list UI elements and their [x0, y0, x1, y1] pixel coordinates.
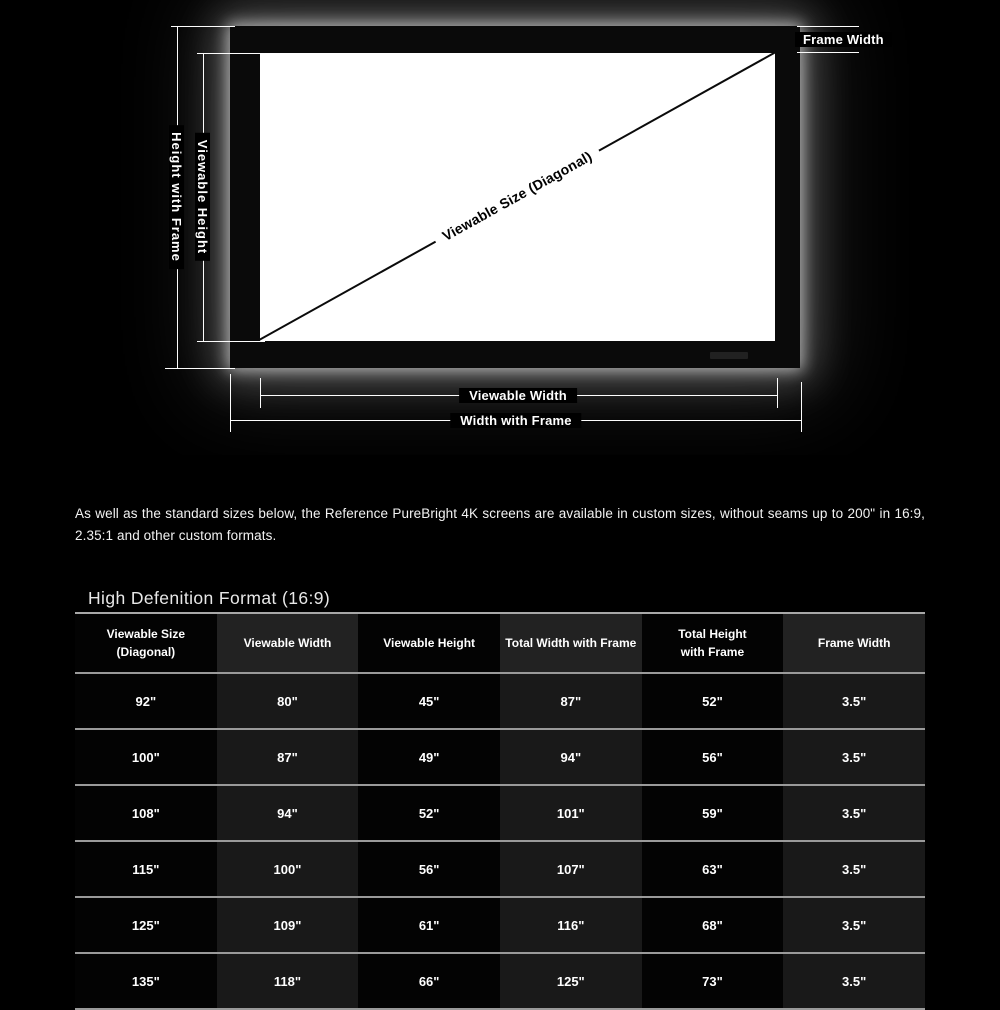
dim-line-frame-width-top: [797, 26, 859, 27]
table-cell: 92": [75, 673, 217, 729]
table-cell: 94": [500, 729, 642, 785]
col-header-viewable-width: Viewable Width: [217, 613, 359, 673]
table-cell: 135": [75, 953, 217, 1009]
table-row: [75, 841, 925, 897]
table-cell: 108": [75, 785, 217, 841]
table-row: [75, 953, 925, 1009]
dim-tick: [165, 368, 235, 369]
col-header-viewable-size: Viewable Size (Diagonal): [75, 613, 217, 673]
table-row: [75, 729, 925, 785]
table-cell: 45": [358, 673, 500, 729]
table-cell: 115": [75, 841, 217, 897]
table-cell: 125": [75, 897, 217, 953]
viewable-diagonal-label: Viewable Size (Diagonal): [431, 143, 603, 250]
table-cell: 100": [217, 841, 359, 897]
table-cell: 59": [642, 785, 784, 841]
table-cell: 107": [500, 841, 642, 897]
screen-surface: [260, 53, 775, 341]
table-row: [75, 673, 925, 729]
table-cell: 80": [217, 673, 359, 729]
dim-tick: [171, 26, 235, 27]
table-cell: 87": [500, 673, 642, 729]
table-cell: 100": [75, 729, 217, 785]
content-area: [0, 503, 1000, 1010]
screen-frame: [230, 26, 800, 368]
col-header-frame-width: Frame Width: [783, 613, 925, 673]
dim-tick: [777, 378, 778, 408]
table-row: [75, 897, 925, 953]
screen-diagram: [0, 0, 1000, 455]
table-cell: 116": [500, 897, 642, 953]
table-cell: 87": [217, 729, 359, 785]
dim-tick: [230, 374, 231, 432]
table-cell: 49": [358, 729, 500, 785]
table-cell: 3.5": [783, 729, 925, 785]
table-cell: 73": [642, 953, 784, 1009]
dim-tick: [197, 341, 265, 342]
height-with-frame-label: Height with Frame: [169, 125, 184, 269]
table-cell: 56": [642, 729, 784, 785]
table-cell: 3.5": [783, 953, 925, 1009]
table-cell: 63": [642, 841, 784, 897]
table-cell: 68": [642, 897, 784, 953]
dim-tick: [801, 382, 802, 432]
section-heading: High Defenition Format (16:9): [88, 588, 331, 609]
table-cell: 52": [642, 673, 784, 729]
width-with-frame-label: Width with Frame: [450, 413, 581, 428]
table-cell: 125": [500, 953, 642, 1009]
table-cell: 94": [217, 785, 359, 841]
table-cell: 3.5": [783, 673, 925, 729]
table-cell: 66": [358, 953, 500, 1009]
dim-line-frame-width-bottom: [797, 52, 859, 53]
table-cell: 3.5": [783, 897, 925, 953]
table-cell: 109": [217, 897, 359, 953]
dim-tick: [260, 378, 261, 408]
table-cell: 101": [500, 785, 642, 841]
size-spec-table: [75, 612, 925, 1010]
table-cell: 61": [358, 897, 500, 953]
viewable-height-label: Viewable Height: [195, 133, 210, 261]
table-cell: 3.5": [783, 841, 925, 897]
table-cell: 118": [217, 953, 359, 1009]
table-cell: 56": [358, 841, 500, 897]
frame-width-label: Frame Width: [795, 32, 892, 47]
col-header-viewable-height: Viewable Height: [358, 613, 500, 673]
table-row: [75, 785, 925, 841]
dim-tick: [197, 53, 265, 54]
brand-logo: [710, 352, 748, 359]
table-cell: 52": [358, 785, 500, 841]
col-header-total-height: Total Height with Frame: [642, 613, 784, 673]
viewable-width-label: Viewable Width: [459, 388, 577, 403]
table-cell: 3.5": [783, 785, 925, 841]
intro-paragraph: As well as the standard sizes below, the Reference PureBright 4K screens are available in custom sizes, without seams up to 200" in 16:9, 2.35:1 and other custom formats.: [75, 506, 925, 543]
table-header-row: [75, 613, 925, 673]
col-header-total-width: Total Width with Frame: [500, 613, 642, 673]
